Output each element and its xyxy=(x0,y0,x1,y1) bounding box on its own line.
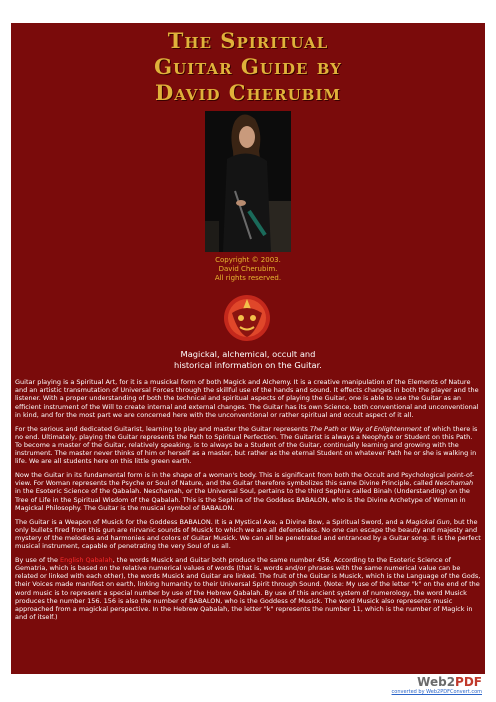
copyright-line-3: All rights reserved. xyxy=(214,274,282,282)
tagline-line-2: historical information on the Guitar. xyxy=(174,360,322,370)
copyright-notice xyxy=(11,256,485,283)
p2-text-e: of which there is no end. Ultimately, playing the Guitar represents the Path to Spiritual Perfection. The Guitarist is always a Neophyte or Student on this Path. To become a master of the Guitar, relatively speaking, is to always be a Student of the Guitar, continually learning and growing with the instrument. The master never thinks of him or herself as a master, but rather as the eternal Student on whatever Path he or she is walking in life. We are all students here on this little green earth. xyxy=(15,424,478,466)
p2-emphasis-path: The Path xyxy=(310,424,339,433)
p4-text-c: , but the only bullets fired from this gun are nirvanic sounds of Musick to which we are all defenseless. No one can escape the beauty and majesty and mystery of the melodies and harmonies and colors of Guitar Musick. We can all be penetrated and entranced by a Guitar song. It is the perfect musical instrument, capable of penetrating the very Soul of us all. xyxy=(15,517,481,551)
p2-text-a: For the serious and dedicated Guitarist, learning to play and master the Guitar represents xyxy=(15,424,310,433)
paragraph-1: Guitar playing is a Spiritual Art, for it is a musickal form of both Magick and Alchemy. It is a creative manipulation of the Elements of Nature and an artistic transmutation of Universal Forces through the skillful use of the hands and sound. It effects changes in both the player and the listener. With a proper understanding of both the technical and spiritual aspects of playing the Guitar, one is able to use the Guitar as an efficient instrument of the Will to create internal and external changes. The Guitar has its own Science, both conventional and unconventional in kind, and for the most part we are concerned here with the unconventional or rather spiritual and occult aspect of it all. xyxy=(15,378,479,419)
title-line-3: David Cherubim xyxy=(155,80,341,105)
article-body xyxy=(15,378,481,627)
paragraph-2 xyxy=(15,425,481,466)
copyright-line-2: David Cherubim. xyxy=(218,265,278,273)
paragraph-5 xyxy=(15,556,481,622)
guitarist-portrait-image xyxy=(205,111,291,252)
author-photo xyxy=(205,111,291,252)
converted-by-link[interactable]: converted by Web2PDFConvert.com xyxy=(391,689,482,695)
p4-emphasis-gun: Magickal Gun xyxy=(405,517,450,526)
converter-footer xyxy=(392,676,482,696)
p2-emphasis-way: Way of Enlightenment xyxy=(349,424,422,433)
p5-text-a: By use of the xyxy=(15,555,61,564)
p2-text-c: or xyxy=(338,424,350,433)
page-title xyxy=(11,28,485,106)
site-tagline xyxy=(11,349,485,371)
logo-pdf: PDF xyxy=(455,675,482,689)
babalon-emblem-icon xyxy=(222,293,272,343)
logo-web2: Web2 xyxy=(417,675,456,689)
title-line-1: The Spiritual xyxy=(167,28,329,53)
p3-text-c: in the Esoteric Science of the Qabalah. Neschamah, or the Universal Soul, pertains to the third Sephira called Binah (Understanding) on the Tree of Life in the Spiritual Wisdom of the Qabalah. This is the Sephira of the Goddess BABALON, who is the Divine Archetype of Woman in Magickal Philosophy. The Guitar is the musical symbol of BABALON. xyxy=(15,487,470,512)
copyright-line-1: Copyright © 2003. xyxy=(215,256,281,264)
paragraph-4 xyxy=(15,518,481,551)
p5-text-b: , the words Musick and Guitar both produce the same number 456. According to the Esoteric Science of Gematria, which is based on the relative numerical values of words (that is, words and/or phrases with the same numerical value can be related or linked with each other), the words Musick and Guitar are linked. The fruit of the Guitar is Musick, which is the Language of the Gods, their Voices made manifest on earth, linking humanity to their Universal Spirit through Sound. (Note: My use of the letter "k" on the end of the word music is to represent a special number by use of the Hebrew Qabalah. By use of this ancient system of numerology, the word Musick produces the number 156. 156 is also the number of BABALON, who is the Goddess of Musick. The word Musick also represents music approached from a magickal perspective. In the Hebrew Qabalah, the letter "k" represents the number 11, which is the number of Magick in and of itself.) xyxy=(15,555,481,622)
web2pdf-logo xyxy=(392,676,482,689)
p3-emphasis-neschamah: Neschamah xyxy=(434,479,474,488)
p3-text-a: Now the Guitar in its fundamental form is in the shape of a woman's body. This is significant from both the Occult and Psychological point-of-view. For Woman represents the Psyche or Soul of Nature, and the Guitar therefore symbolizes this same Divine Principle, called xyxy=(15,471,475,488)
tagline-line-1: Magickal, alchemical, occult and xyxy=(180,349,316,359)
title-line-2: Guitar Guide by xyxy=(154,54,342,79)
content-page xyxy=(11,23,485,674)
english-qabalah-link[interactable]: English Qabalah xyxy=(60,555,113,564)
p4-text-a: The Guitar is a Weapon of Musick for the Goddess BABALON. It is a Mystical Axe, a Divine Bow, a Spiritual Sword, and a xyxy=(15,517,406,526)
paragraph-3 xyxy=(15,471,481,512)
